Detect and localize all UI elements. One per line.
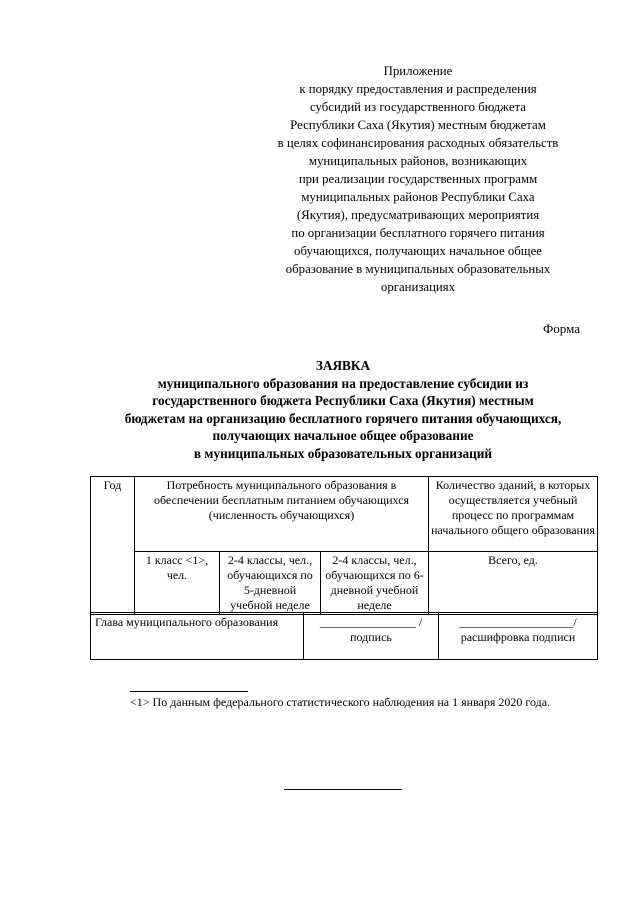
appendix-line: муниципальных районов Республики Саха	[301, 190, 535, 204]
signature-caption: подпись	[350, 630, 392, 644]
signature-blank: ________________ /	[319, 615, 423, 629]
header-year: Год	[91, 477, 135, 615]
signature-cell[interactable]	[304, 613, 439, 660]
subheader-grades-5day: 2-4 классы, чел., обучающихся по 5-дневной учебной неделе	[220, 552, 321, 615]
footnote-text: <1> По данным федерального статистического наблюдения на 1 января 2020 года.	[130, 695, 551, 709]
subheader-grade1: 1 класс <1>, чел.	[135, 552, 220, 615]
decoding-caption: расшифровка подписи	[460, 630, 576, 644]
decoding-cell[interactable]	[439, 613, 598, 660]
footnote-separator	[130, 691, 248, 692]
appendix-line: Республики Саха (Якутия) местным бюджетам	[290, 118, 546, 132]
appendix-line: субсидий из государственного бюджета	[310, 100, 526, 114]
appendix-line: организациях	[380, 280, 456, 294]
title-line: государственного бюджета Республики Саха (Якутия) местным	[152, 393, 534, 408]
appendix-line: (Якутия), предусматривающих мероприятия	[296, 208, 540, 222]
request-table	[90, 476, 598, 615]
form-label: Форма	[543, 321, 580, 336]
appendix-line: в целях софинансирования расходных обязательств	[277, 136, 559, 150]
subheader-total: Всего, ед.	[429, 552, 598, 615]
appendix-line: муниципальных районов, возникающих	[308, 154, 528, 168]
appendix-block	[240, 62, 596, 296]
decoding-blank: ___________________/	[459, 615, 577, 629]
head-label: Глава муниципального образования	[91, 613, 304, 660]
header-buildings: Количество зданий, в которых осуществляется учебный процесс по программам начального общего образования	[429, 477, 598, 552]
title-line: бюджетам на организацию бесплатного горячего питания обучающихся,	[124, 410, 562, 426]
appendix-line: Приложение	[383, 64, 453, 78]
header-need: Потребность муниципального образования в обеспечении бесплатным питанием обучающихся (численность обучающихся)	[135, 477, 429, 552]
appendix-line: образование в муниципальных образовательных	[285, 262, 551, 276]
signature-table	[90, 612, 598, 660]
title-line: муниципального образования на предоставление субсидии из	[157, 375, 529, 391]
document-title	[90, 357, 596, 462]
appendix-line: к порядку предоставления и распределения	[299, 82, 537, 96]
appendix-line: по организации бесплатного горячего питания	[291, 226, 545, 240]
title-line: получающих начальное общее образование	[212, 428, 474, 443]
appendix-line: обучающихся, получающих начальное общее	[294, 244, 542, 258]
appendix-line: при реализации государственных программ	[298, 172, 538, 186]
subheader-grades-6day: 2-4 классы, чел., обучающихся по 6-дневной учебной неделе	[321, 552, 429, 615]
title-line: в муниципальных образовательных организаций	[193, 445, 493, 461]
end-separator	[284, 789, 402, 790]
title-heading: ЗАЯВКА	[315, 358, 371, 373]
